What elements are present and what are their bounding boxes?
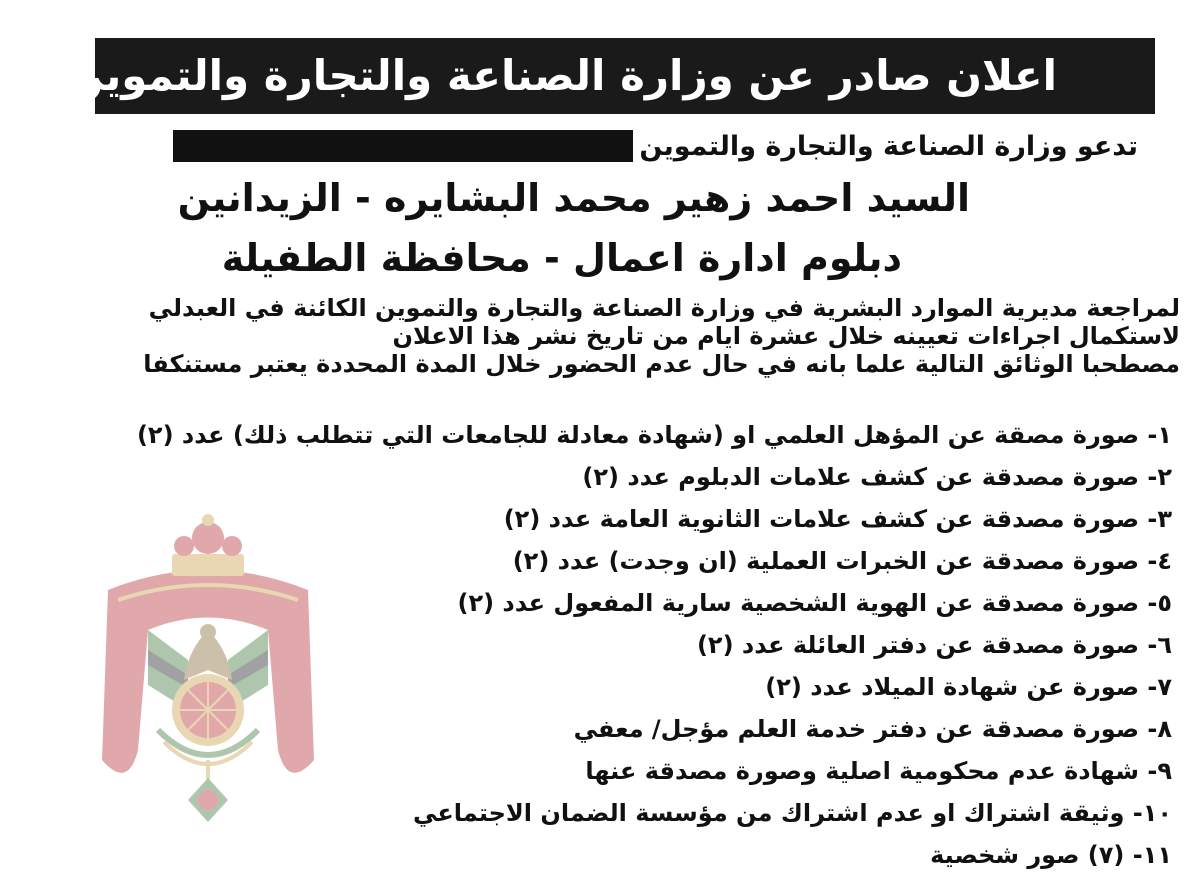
coat-of-arms-icon	[88, 510, 328, 850]
announcement-title: اعلان صادر عن وزارة الصناعة والتجارة والتموين	[95, 38, 1155, 114]
recipient-name: السيد احمد زهير محمد البشايره - الزيدانين	[177, 176, 970, 220]
invite-text: تدعو وزارة الصناعة والتجارة والتموين	[639, 130, 1138, 162]
document-item: ٥- صورة مصدقة عن الهوية الشخصية سارية المفعول عدد (٢)	[457, 589, 1172, 617]
document-item: ٧- صورة عن شهادة الميلاد عدد (٢)	[765, 673, 1172, 701]
recipient-qualification: دبلوم ادارة اعمال - محافظة الطفيلة	[221, 236, 902, 280]
document-item: ٩- شهادة عدم محكومية اصلية وصورة مصدقة عنها	[585, 757, 1172, 785]
document-item: ٦- صورة مصدقة عن دفتر العائلة عدد (٢)	[696, 631, 1172, 659]
document-item: ١٠- وثيقة اشتراك او عدم اشتراك من مؤسسة الضمان الاجتماعي	[413, 799, 1172, 827]
document-item: ٢- صورة مصدقة عن كشف علامات الدبلوم عدد (٢)	[582, 463, 1172, 491]
body-line: لاستكمال اجراءات تعيينه خلال عشرة ايام من تاريخ نشر هذا الاعلان	[392, 322, 1180, 350]
document-item: ١١- (٧) صور شخصية	[930, 841, 1172, 869]
document-item: ١- صورة مصقة عن المؤهل العلمي او (شهادة معادلة للجامعات التي تتطلب ذلك) عدد (٢)	[136, 421, 1172, 449]
body-paragraph	[100, 294, 1180, 378]
document-item: ٣- صورة مصدقة عن كشف علامات الثانوية العامة عدد (٢)	[503, 505, 1172, 533]
invite-line	[173, 126, 1138, 166]
body-line: مصطحبا الوثائق التالية علما بانه في حال عدم الحضور خلال المدة المحددة يعتبر مستنكفا	[143, 350, 1180, 378]
body-line: لمراجعة مديرية الموارد البشرية في وزارة الصناعة والتجارة والتموين الكائنة في العبدلي	[148, 294, 1180, 322]
document-item: ٤- صورة مصدقة عن الخبرات العملية (ان وجدت) عدد (٢)	[512, 547, 1172, 575]
redaction-bar	[173, 130, 633, 162]
document-item: ٨- صورة مصدقة عن دفتر خدمة العلم مؤجل/ معفي	[573, 715, 1172, 743]
